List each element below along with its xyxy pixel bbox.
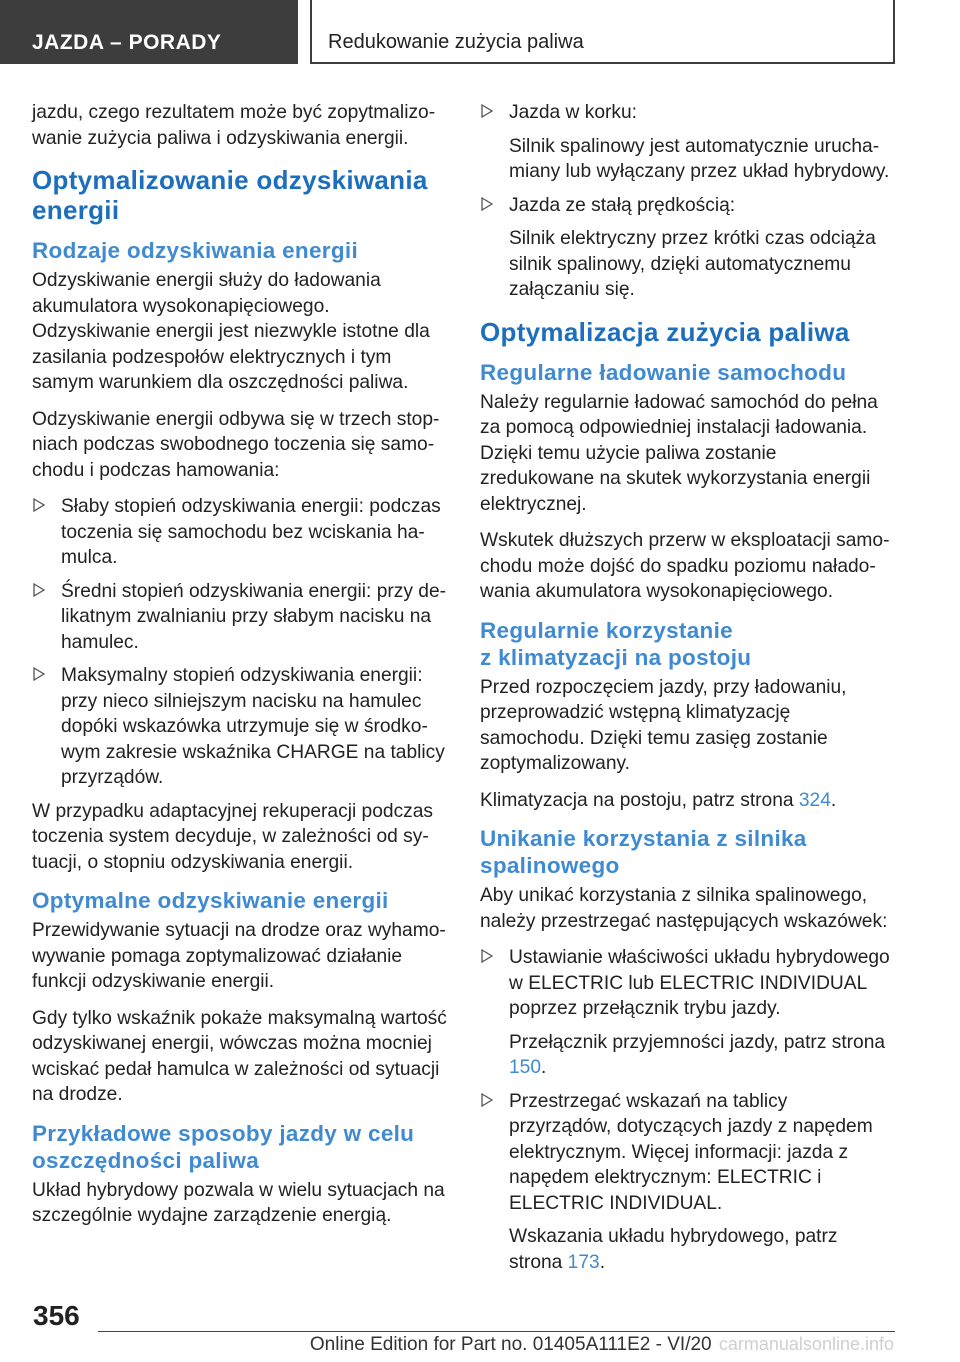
left-column [32, 100, 447, 1240]
list-item-label: Jazda ze stałą prędkością: [509, 194, 736, 216]
bullet-triangle-icon [480, 948, 494, 964]
subheading-line: z klimatyzacji na postoju [480, 644, 752, 670]
paragraph: Odzyskiwanie energii odbywa się w trzech stopniach podczas swobodnego toczenia się samochodu i podczas hamowania: [32, 408, 440, 481]
footer-divider [98, 1331, 895, 1332]
list-item-text: Średni stopień odzyskiwania energii: przy delikatnym zwalnianiu przy słabym nacisku na hamulec. [61, 580, 447, 653]
paragraph-text: Klimatyzacja na postoju, patrz strona [480, 789, 799, 811]
bullet-triangle-icon [32, 666, 46, 682]
list-item [32, 579, 447, 656]
list-item-text: Silnik spalinowy jest automatycznie uruchamiany lub wyłączany przez układ hybrydowy. [509, 135, 890, 182]
list-item-text: Silnik elektryczny przez krótki czas odciąża silnik spalinowy, dzięki automatycznemu załączaniu się. [509, 228, 876, 300]
list-item-text: Przestrzegać wskazań na tablicy przyrządów, dotyczących jazdy z napędem elektrycznym. Więcej informacji: jazda z napędem elektrycznym: ELECTRIC i ELECTRIC INDIVIDUAL. [509, 1090, 873, 1214]
list-item-subtext [509, 1030, 895, 1081]
paragraph: Odzyskiwanie energii służy do ładowania akumulatora wysokonapięciowego. Odzyskiwanie energii jest niezwykle istotne dla zasilania podzespołów elektrycznych i tym samym warunkiem dla oszczędności paliwa. [32, 270, 430, 393]
paragraph: W przypadku adaptacyjnej rekuperacji podczas toczenia system decyduje, w zależności od sytuacji, o stopniu odzyskiwania energii. [32, 800, 434, 873]
paragraph: Przed rozpoczęciem jazdy, przy ładowaniu, przeprowadzić wstępną klimatyzację samochodu. Dzięki temu zasięg zostanie zoptymalizowany. [480, 676, 847, 774]
intro-paragraph: jazdu, czego rezultatem może być zopytmalizowanie zużycia paliwa i odzyskiwania energii. [32, 102, 436, 149]
bullet-triangle-icon [32, 582, 46, 598]
paragraph: Gdy tylko wskaźnik pokaże maksymalną wartość odzyskiwanej energii, wówczas można mocniej wciskać pedał hamulca w zależności od sytuacji na drodze. [32, 1007, 447, 1105]
section-title: JAZDA – PORADY [32, 31, 222, 54]
right-column [480, 100, 895, 1283]
paragraph [480, 788, 895, 814]
page-link-150[interactable]: 150 [509, 1057, 542, 1078]
subheading-rodzaje: Rodzaje odzyskiwania energii [32, 238, 358, 263]
footer-edition [310, 1334, 894, 1356]
section-tab [0, 0, 298, 64]
subheading-unikanie: Unikanie korzystania z silnika spalinowego [480, 826, 807, 878]
list-item [32, 494, 447, 571]
list-item [32, 663, 447, 791]
heading-optymalizowanie: Optymalizowanie odzyskiwania energii [32, 165, 428, 225]
chapter-title: Redukowanie zużycia paliwa [328, 31, 584, 53]
heading-optymalizacja: Optymalizacja zużycia paliwa [480, 316, 850, 347]
bullet-triangle-icon [480, 1092, 494, 1108]
paragraph: Należy regularnie ładować samochód do pełna za pomocą odpowiedniej instalacji ładowania. Dzięki temu użycie paliwa zostanie zredukowane na skutek wykorzystania energii elektrycznej. [480, 391, 878, 515]
page-number: 356 [33, 1300, 80, 1331]
chapter-tab [310, 0, 895, 64]
page-link-173[interactable]: 173 [567, 1251, 600, 1273]
paragraph-end: . [830, 789, 837, 811]
list-item [480, 1089, 895, 1276]
paragraph: Aby unikać korzystania z silnika spalinowego, należy przestrzegać następujących wskazówek: [480, 885, 888, 932]
list-item [480, 100, 895, 185]
subtext-end: . [599, 1251, 606, 1273]
paragraph: Przewidywanie sytuacji na drodze oraz wyhamowywanie pomaga zoptymalizować działanie funkcji odzyskiwanie energii. [32, 920, 446, 992]
subtext: Wskazania układu hybrydowego, patrz strona [509, 1226, 838, 1273]
bullet-triangle-icon [32, 497, 46, 513]
list-item [480, 945, 895, 1081]
paragraph: Wskutek dłuższych przerw w eksploatacji samochodu może dojść do spadku poziomu naładowania akumulatora wysokonapięciowego. [480, 530, 890, 602]
subtext-end: . [541, 1057, 547, 1078]
edition-text: Online Edition for Part no. 01405A111E2 - VI/20 [309, 1334, 712, 1355]
subheading-optymalne: Optymalne odzyskiwanie energii [32, 888, 389, 913]
list-item-text: Ustawianie właściwości układu hybrydowego w ELECTRIC lub ELECTRIC INDIVIDUAL poprzez przełącznik trybu jazdy. [509, 947, 890, 1019]
list-item [480, 193, 895, 303]
bullet-triangle-icon [480, 103, 494, 119]
subheading-line: Regularnie korzystanie [480, 617, 733, 643]
subheading-przykladowe: Przykładowe sposoby jazdy w celu oszczędności paliwa [32, 1120, 415, 1173]
list-item-subtext [509, 1224, 895, 1275]
subheading-ladowanie: Regularne ładowanie samochodu [480, 359, 847, 385]
list-item-label: Jazda w korku: [509, 102, 637, 123]
subheading-klimatyzacja [480, 617, 895, 671]
list-item-text: Słaby stopień odzyskiwania energii: podczas toczenia się samochodu bez wciskania hamulca. [61, 496, 441, 568]
list-item-text: Maksymalny stopień odzyskiwania energii: przy nieco silniejszym nacisku na hamulec dopóki wskazówka utrzymuje się w środkowym zakresie wskaźnika CHARGE na tablicy przyrządów. [61, 665, 445, 788]
subtext: Przełącznik przyjemności jazdy, patrz strona [509, 1031, 886, 1053]
bullet-triangle-icon [480, 196, 494, 212]
page-link-324[interactable]: 324 [798, 789, 831, 811]
watermark: carmanualsonline.info [718, 1334, 894, 1354]
paragraph: Układ hybrydowy pozwala w wielu sytuacjach na szczególnie wydajne zarządzenie energią. [32, 1179, 445, 1226]
